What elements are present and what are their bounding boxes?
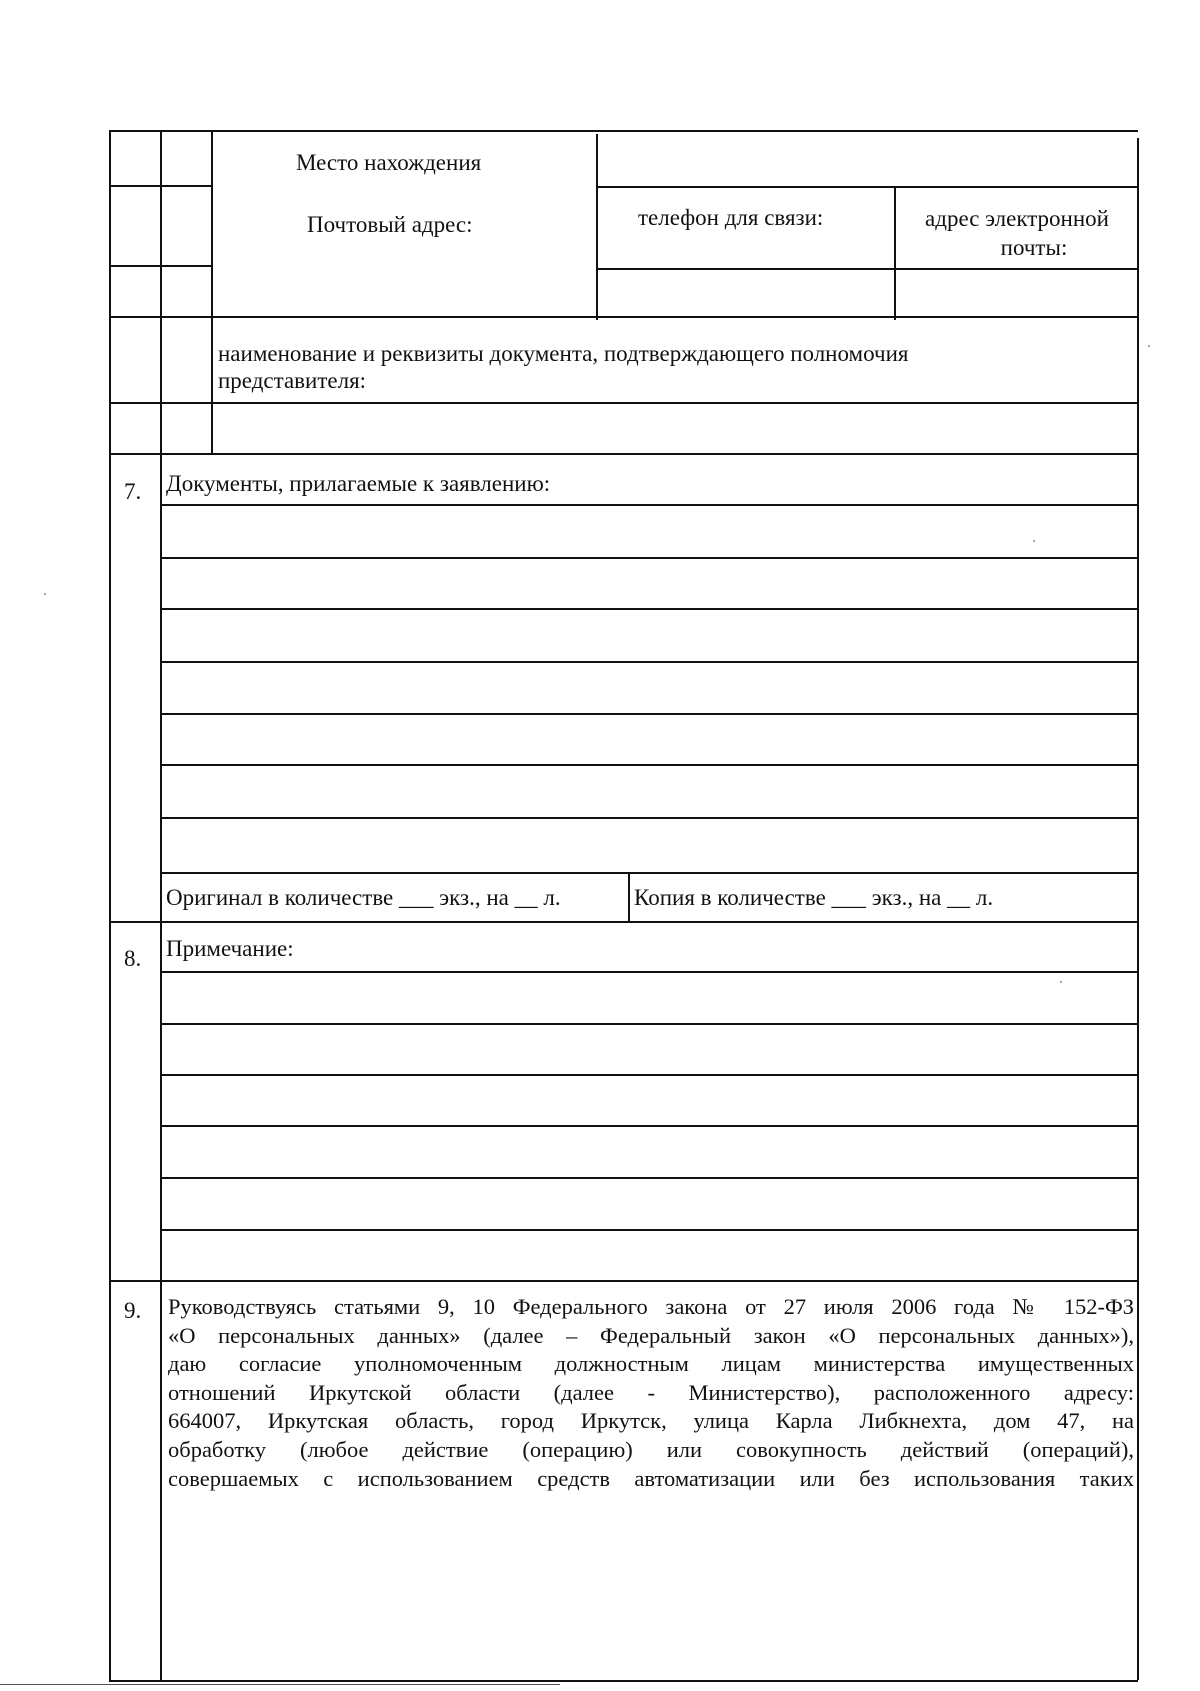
- table-left-border-lower: [109, 1149, 111, 1680]
- scan-speck: [1148, 345, 1150, 347]
- authority-document-label-line1: наименование и реквизиты документа, подтверждающего полномочия: [218, 341, 909, 366]
- phone-label: телефон для связи:: [638, 205, 824, 230]
- table-bottom-border: [109, 1680, 1138, 1682]
- row-divider: [109, 185, 212, 187]
- row-divider: [596, 268, 1138, 270]
- original-count-text: Оригинал в количестве ___ экз., на __ л.: [166, 885, 561, 910]
- number-column-divider: [160, 130, 162, 1149]
- section-7-title: Документы, прилагаемые к заявлению:: [166, 471, 551, 496]
- section-7-rule: [160, 608, 1137, 610]
- location-label: Место нахождения: [296, 150, 482, 175]
- section-7-rule: [160, 557, 1137, 559]
- value-column-divider: [596, 134, 598, 320]
- row-divider: [596, 186, 1138, 188]
- section-7-rule: [160, 504, 1137, 506]
- section-8-rule: [160, 1177, 1137, 1179]
- scan-footer-line: [0, 1684, 560, 1685]
- section-7-rule: [160, 713, 1137, 715]
- copy-count-text: Копия в количестве ___ экз., на __ л.: [634, 885, 994, 910]
- email-label-line1: адрес электронной: [925, 206, 1109, 231]
- authority-document-label-line2: представителя:: [218, 368, 367, 393]
- section-8-rule: [160, 1229, 1137, 1231]
- section-8-number: 8.: [124, 946, 142, 971]
- table-left-border: [109, 130, 111, 1149]
- consent-line: даю согласие уполномоченным должностным лицам министерства имущественных: [168, 1351, 1134, 1377]
- consent-line: отношений Иркутской области (далее - Министерство), расположенного адресу:: [168, 1379, 1134, 1405]
- original-copy-divider: [628, 873, 630, 921]
- section-9-top-border: [109, 1280, 1138, 1282]
- consent-line: обработку (любое действие (операцию) или совокупность действий (операций),: [168, 1436, 1134, 1462]
- number-column-divider-lower: [160, 1149, 162, 1680]
- table-right-border: [1137, 138, 1139, 1149]
- section-8-rule: [160, 1074, 1137, 1076]
- consent-line: совершаемых с использованием средств автоматизации или без использования таких: [168, 1465, 1134, 1491]
- section-7-rule: [160, 817, 1137, 819]
- section-7-rule: [160, 872, 1137, 874]
- section-8-rule: [160, 1023, 1137, 1025]
- section-8-rule: [160, 1125, 1137, 1127]
- scan-speck: [1033, 540, 1035, 542]
- section-9-number: 9.: [124, 1298, 142, 1323]
- sub-column-divider: [211, 130, 213, 453]
- scan-speck: [44, 593, 46, 595]
- section-8-rule: [160, 971, 1137, 973]
- section-7-rule: [160, 661, 1137, 663]
- section-7-top-border: [109, 453, 1138, 455]
- consent-line: 664007, Иркутская область, город Иркутск, улица Карла Либкнехта, дом 47, на: [168, 1408, 1134, 1434]
- section-8-top-border: [109, 921, 1138, 923]
- section-7-number: 7.: [124, 479, 142, 504]
- row-divider: [109, 402, 1138, 404]
- table-right-border-lower: [1137, 1149, 1139, 1680]
- section-7-rule: [160, 764, 1137, 766]
- row-divider: [109, 265, 212, 267]
- postal-address-label: Почтовый адрес:: [307, 212, 473, 237]
- consent-paragraph: [168, 1293, 1134, 1493]
- consent-line: «О персональных данных» (далее – Федеральный закон «О персональных данных»),: [168, 1322, 1134, 1348]
- section-8-title: Примечание:: [166, 936, 294, 961]
- email-label-line2: почты:: [1000, 235, 1068, 260]
- consent-line: Руководствуясь статьями 9, 10 Федерального закона от 27 июля 2006 года № 152-ФЗ: [168, 1294, 1134, 1319]
- row-divider: [109, 316, 1138, 318]
- scan-speck: [1060, 981, 1062, 983]
- table-top-border: [109, 130, 1138, 132]
